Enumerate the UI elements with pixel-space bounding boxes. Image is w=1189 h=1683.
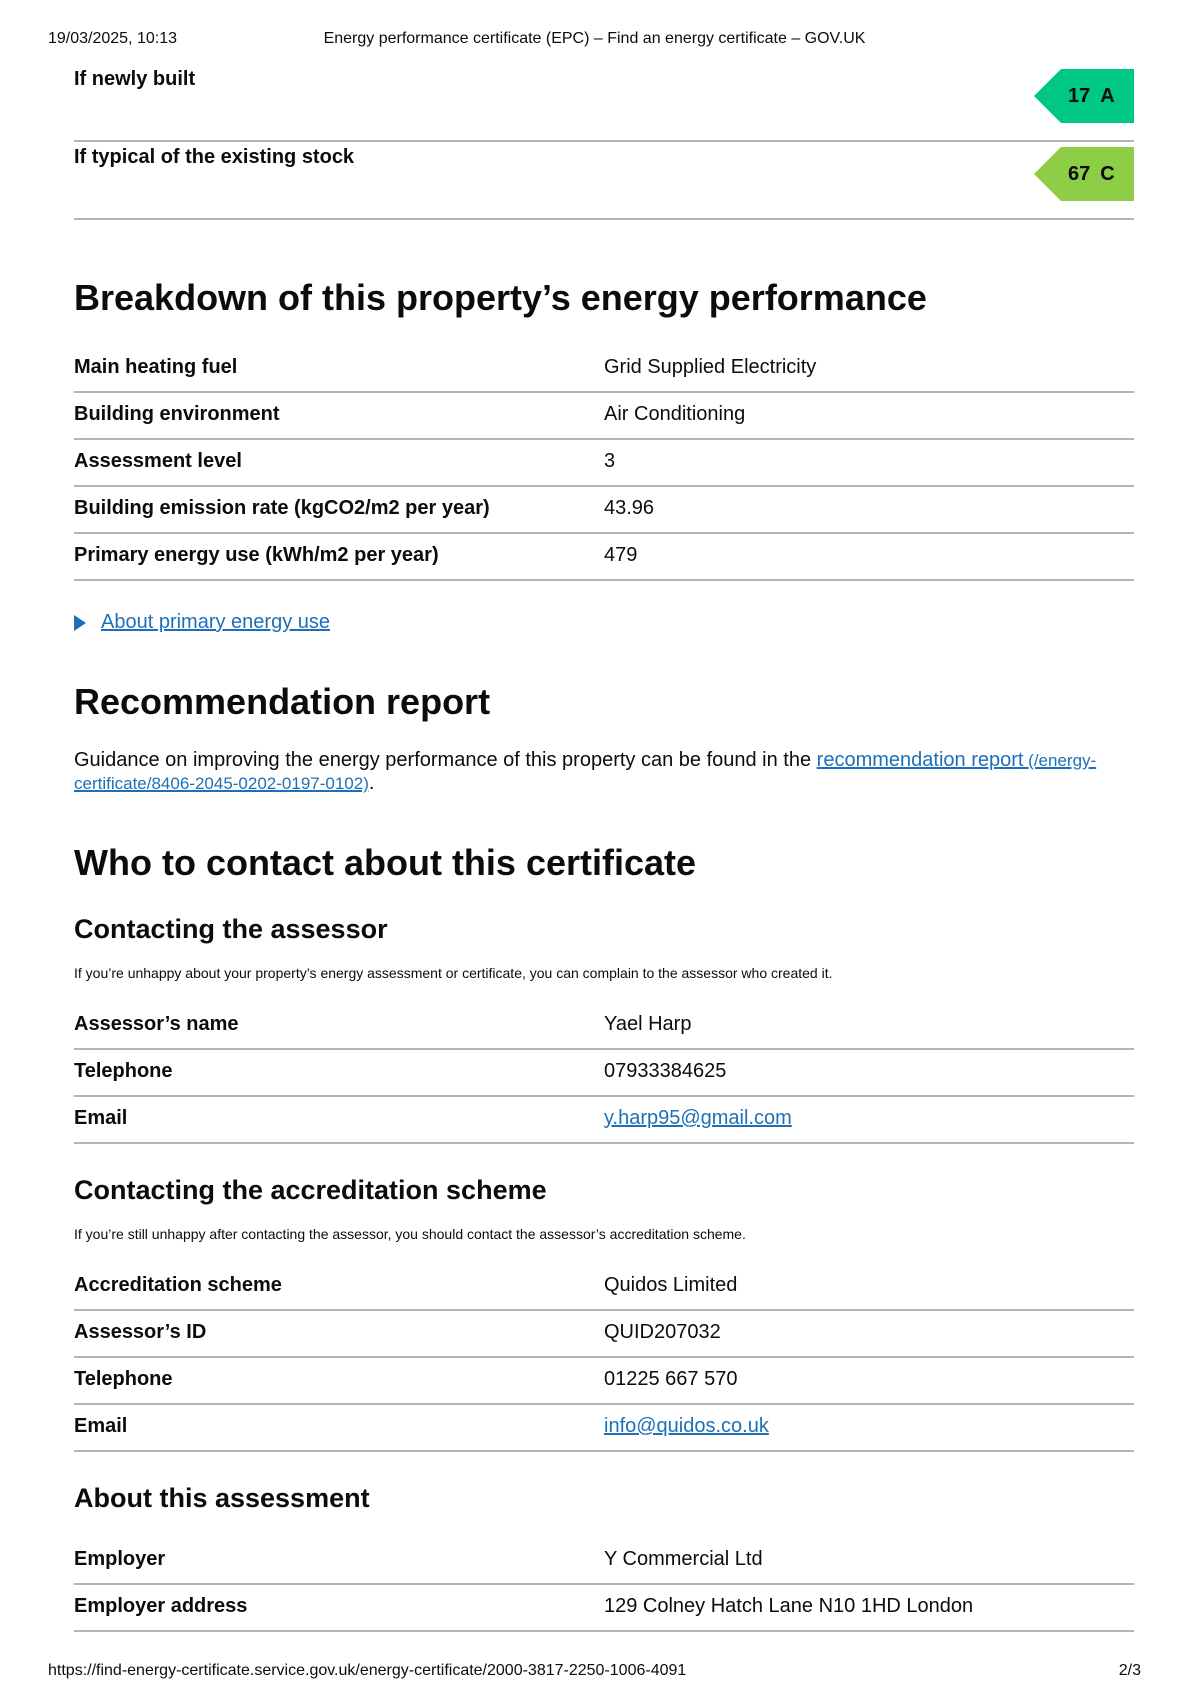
summary-key: Employer — [74, 1548, 166, 1570]
summary-key: Telephone — [74, 1060, 173, 1082]
summary-value: Air Conditioning — [604, 403, 746, 425]
rating-label: If newly built — [74, 68, 196, 90]
summary-key: Email — [74, 1415, 128, 1437]
summary-key: Email — [74, 1107, 128, 1129]
summary-value: Grid Supplied Electricity — [604, 356, 817, 378]
summary-value: Y Commercial Ltd — [604, 1548, 763, 1570]
summary-row — [74, 1358, 1134, 1405]
primary-energy-details[interactable] — [74, 611, 1134, 634]
summary-row — [74, 440, 1134, 487]
disclosure-triangle-icon[interactable] — [74, 615, 86, 631]
recommendation-paragraph — [74, 749, 1134, 795]
summary-row — [74, 1405, 1134, 1452]
rating-label: If typical of the existing stock — [74, 146, 355, 168]
summary-row — [74, 346, 1134, 393]
scheme-heading: Contacting the accreditation scheme — [74, 1175, 547, 1205]
recommendation-heading: Recommendation report — [74, 681, 491, 722]
print-footer — [48, 1662, 1141, 1682]
contact-heading: Who to contact about this certificate — [74, 842, 697, 883]
rating-band: C — [1100, 163, 1115, 185]
rating-row-newly-built — [74, 64, 1134, 142]
summary-key: Building environment — [74, 403, 280, 425]
summary-key: Assessor’s ID — [74, 1321, 207, 1343]
scheme-note: If you’re still unhappy after contacting the assessor, you should contact the assessor’s accreditation scheme. — [74, 1226, 746, 1242]
summary-value: 129 Colney Hatch Lane N10 1HD London — [604, 1595, 974, 1617]
summary-row — [74, 1311, 1134, 1358]
assessor-table — [74, 1003, 1134, 1144]
about-assessment-table — [74, 1538, 1134, 1632]
summary-key: Employer address — [74, 1595, 248, 1617]
recommendation-link-url-part2[interactable]: certificate/8406-2045-0202-0197-0102) — [74, 774, 369, 793]
summary-value: 479 — [604, 544, 638, 566]
summary-key: Assessment level — [74, 450, 242, 472]
print-datetime: 19/03/2025, 10:13 — [48, 30, 178, 47]
breakdown-heading: Breakdown of this property’s energy performance — [74, 277, 927, 318]
scheme-email-link[interactable]: info@quidos.co.uk — [604, 1415, 769, 1437]
summary-value: 01225 667 570 — [604, 1368, 738, 1390]
summary-row — [74, 1264, 1134, 1311]
summary-row — [74, 534, 1134, 581]
summary-row — [74, 1585, 1134, 1632]
assessor-email-link[interactable]: y.harp95@gmail.com — [604, 1107, 792, 1129]
main-content — [74, 64, 1134, 1632]
recommendation-link-text[interactable]: recommendation report — [816, 749, 1024, 771]
summary-row — [74, 1003, 1134, 1050]
assessor-note: If you’re unhappy about your property’s energy assessment or certificate, you can complain to the assessor who created it. — [74, 965, 833, 981]
rating-score: 17 — [1068, 85, 1091, 107]
scheme-table — [74, 1264, 1134, 1452]
recommendation-text-end: . — [368, 772, 375, 794]
summary-key: Primary energy use (kWh/m2 per year) — [74, 544, 439, 566]
rating-score: 67 — [1068, 163, 1091, 185]
summary-value: 3 — [604, 450, 616, 472]
summary-row — [74, 1097, 1134, 1144]
summary-row — [74, 393, 1134, 440]
summary-key: Main heating fuel — [74, 356, 238, 378]
summary-key: Assessor’s name — [74, 1013, 239, 1035]
about-assessment-heading: About this assessment — [74, 1483, 370, 1513]
summary-key: Accreditation scheme — [74, 1274, 282, 1296]
print-header — [48, 30, 1141, 52]
summary-value: 07933384625 — [604, 1060, 727, 1082]
rating-band: A — [1100, 85, 1115, 107]
print-page-number: 2/3 — [1118, 1662, 1141, 1679]
rating-row-typical-stock — [74, 142, 1134, 220]
summary-value: Quidos Limited — [604, 1274, 738, 1296]
summary-value: Yael Harp — [604, 1013, 692, 1035]
summary-key: Building emission rate (kgCO2/m2 per year) — [74, 497, 490, 519]
summary-row — [74, 487, 1134, 534]
summary-value: QUID207032 — [604, 1321, 721, 1343]
recommendation-text: Guidance on improving the energy performance of this property can be found in the — [74, 749, 817, 771]
print-page-url: https://find-energy-certificate.service.gov.uk/energy-certificate/2000-3817-2250-1006-4091 — [48, 1662, 687, 1679]
summary-value: 43.96 — [604, 497, 655, 519]
assessor-heading: Contacting the assessor — [74, 914, 388, 944]
recommendation-link-url-part1[interactable]: (/energy- — [1023, 751, 1097, 770]
summary-key: Telephone — [74, 1368, 173, 1390]
print-page-title: Energy performance certificate (EPC) – Find an energy certificate – GOV.UK — [323, 30, 866, 47]
summary-row — [74, 1538, 1134, 1585]
rating-badge-c — [1034, 147, 1134, 201]
rating-badge-a — [1034, 69, 1134, 123]
breakdown-table — [74, 346, 1134, 581]
about-primary-energy-link[interactable]: About primary energy use — [101, 611, 331, 633]
summary-row — [74, 1050, 1134, 1097]
